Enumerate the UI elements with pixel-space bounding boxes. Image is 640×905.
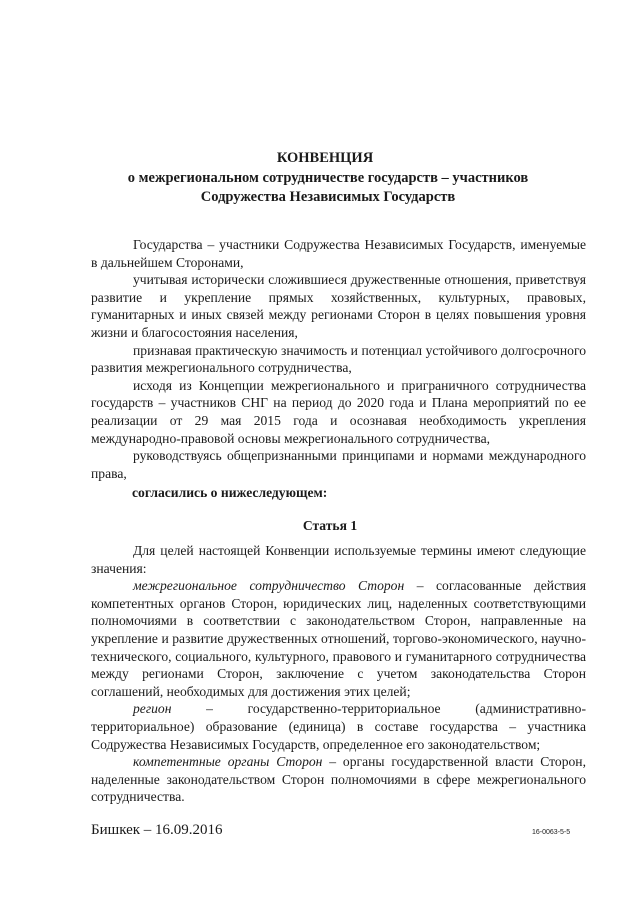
term-definition	[91, 700, 586, 753]
preamble-paragraph: признавая практическую значимость и потенциал устойчивого долгосрочного развития межрегионального сотрудничества,	[91, 342, 586, 376]
preamble-paragraph: руководствуясь общепризнанными принципами и нормами международного права,	[91, 448, 586, 481]
term-definition	[91, 753, 586, 806]
preamble-paragraph: Государства – участники Содружества Независимых Государств, именуемые в дальнейшем Сторонами,	[91, 237, 586, 270]
term-name: межрегиональное сотрудничество Сторон	[133, 578, 405, 594]
term-name: регион	[133, 701, 172, 717]
document-subtitle-line1: о межрегиональном сотрудничестве государств – участников	[127, 170, 529, 186]
agreement-statement: согласились о нижеследующем:	[132, 485, 328, 500]
document-subtitle-line2: Содружества Независимых Государств	[200, 189, 456, 205]
document-title: КОНВЕНЦИЯ	[276, 150, 374, 166]
document-code: 16-0063-5-5	[532, 829, 571, 836]
place-and-date: Бишкек – 16.09.2016	[91, 822, 223, 838]
term-text: – согласованные действия компетентных органов Сторон, юридических лиц, наделенных соответствующими полномочиями в соответствии с законодательством Сторон, направленные на укрепление и развитие дружественных отношений, торгово-экономического, научно-технического, социального, культурного, правового и гуманитарного сотрудничества между регионами Сторон, заключение с учетом законодательства Сторон соглашений, необходимых для достижения этих целей;	[91, 578, 586, 699]
article-body	[91, 542, 586, 806]
article-heading: Статья 1	[302, 518, 358, 533]
term-text: – органы государственной власти Сторон, наделенные законодательством Сторон полномочиями в сфере межрегионального сотрудничества.	[91, 754, 586, 805]
preamble	[91, 236, 586, 482]
term-definition	[91, 577, 586, 700]
term-text: – государственно-территориальное (административно-территориальное) образование (единица) в составе государства – участника Содружества Независимых Государств, определенное его законодательством;	[91, 701, 586, 752]
article-intro: Для целей настоящей Конвенции используемые термины имеют следующие значения:	[91, 543, 586, 576]
preamble-paragraph: учитывая исторически сложившиеся дружественные отношения, приветствуя развитие и укрепление прямых хозяйственных, культурных, правовых, гуманитарных и иных связей между регионами Сторон в целях повышения уровня жизни и благосостояния населения,	[91, 272, 586, 340]
preamble-paragraph: исходя из Концепции межрегионального и приграничного сотрудничества государств – участников СНГ на период до 2020 года и Плана мероприятий по ее реализации от 29 мая 2015 года и осознавая необходимость укрепления международно-правовой основы межрегионального сотрудничества,	[91, 377, 586, 446]
term-name: компетентные органы Сторон	[133, 754, 323, 770]
